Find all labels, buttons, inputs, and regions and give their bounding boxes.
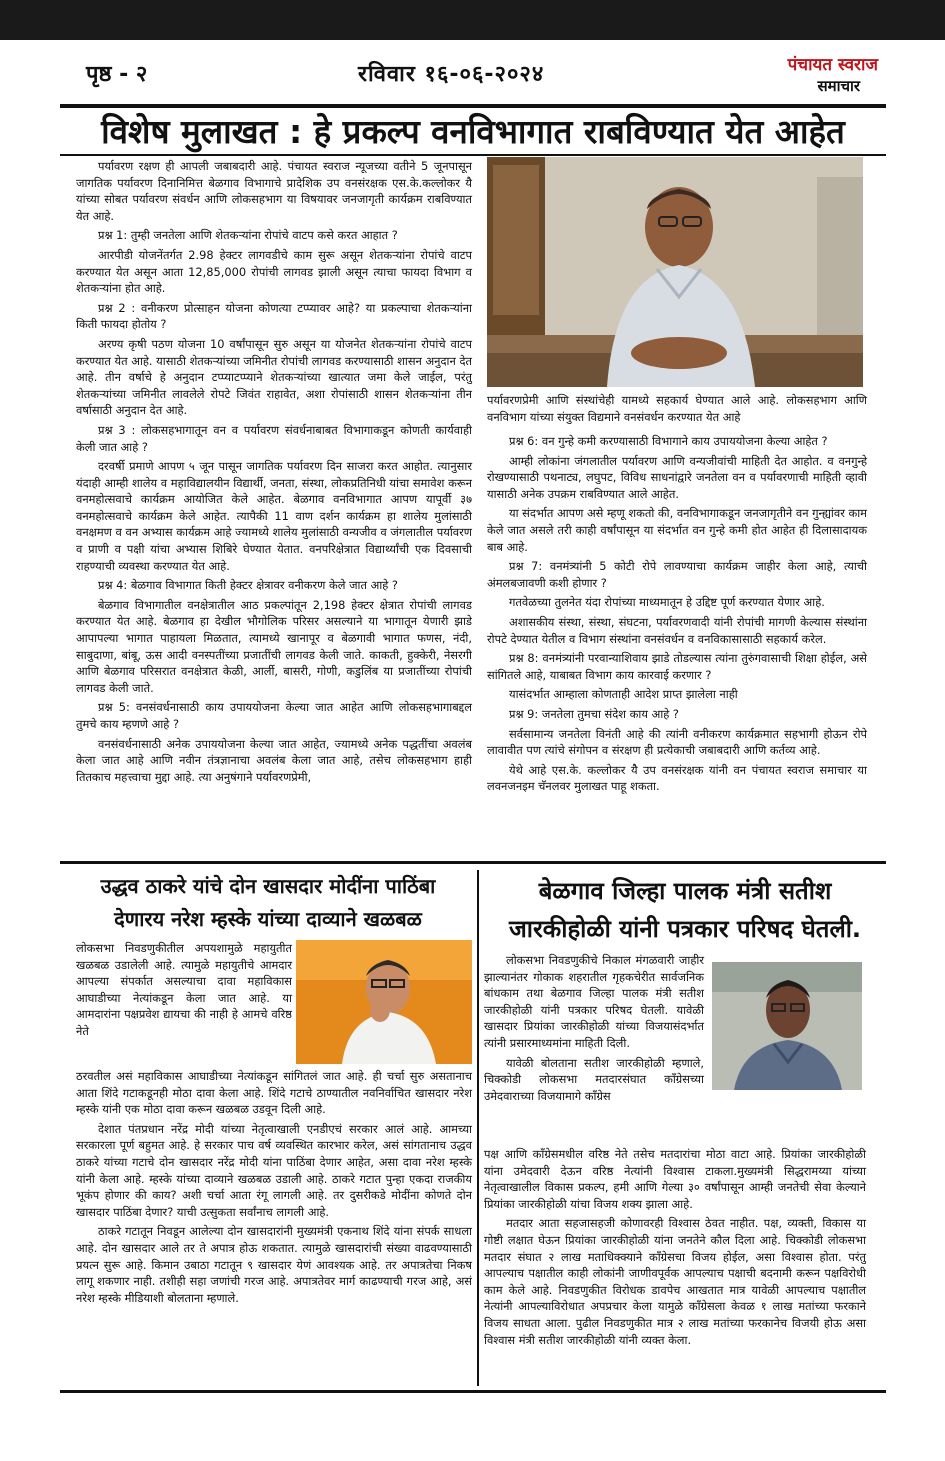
headline-rule xyxy=(60,154,886,156)
paragraph: पक्ष आणि काँग्रेसमधील वरिष्ठ नेते तसेच मतदारांचा मोठा वाटा आहे. प्रियांका जारकीहोळी यांना उमेदवारी देऊन वरिष्ठ नेत्यांनी विश्वास टाकला.मुख्यमंत्री सिद्धरामय्या यांच्या नेतृत्वाखालील विकास प्रकल्प, हमी आणि गेल्या ३० वर्षांपासून आम्ही जनतेची सेवा केल्याने प्रियांका जारकीहोळी यांचा विजय शक्य झाला आहे. xyxy=(484,1147,866,1211)
paragraph: यासंदर्भात आम्हाला कोणताही आदेश प्राप्त झालेला नाही xyxy=(509,687,738,702)
paragraph: बेळगाव विभागातील वनक्षेत्रातील आठ प्रकल्पांतून 2,198 हेक्टर क्षेत्रात रोपांची लागवड करण्यात येत आहे. बेळगाव हा देखील भौगोलिक परिसर असल्याने या भागातून येणारी झाडे आपापल्या भागात पाहायला मिळतात, त्यामध्ये खानापूर व बेळगावी भागात फणस, नंदी, साबुदाणा, बांबू, ऊस आदी वनस्पतींच्या प्रजातींची लागवड केली जाते. काकती, हुक्केरी, नेसरगी आणि बेळगाव परिसरात वनक्षेत्रात केळी, आर्ली, बासरी, गोणी, कडुलिंब या प्रजातींच्या रोपांची लागवड केली जाते. xyxy=(76,597,472,695)
belgaum-body xyxy=(484,1146,866,1386)
question: प्रश्न 5: वनसंवर्धनासाठी काय उपाययोजना केल्या जात आहेत आणि लोकसहभागाबद्दल तुमचे काय म्हणणे आहे ? xyxy=(76,700,472,731)
interview-headline: विशेष मुलाखत : हे प्रकल्प वनविभागात राबविण्यात येत आहेत xyxy=(101,112,845,151)
interview-left-column xyxy=(76,158,472,860)
paragraph: पर्यावरण रक्षण ही आपली जबाबदारी आहे. पंचायत स्वराज न्यूजच्या वतीने 5 जूनपासून जागतिक पर्यावरण दिनानिमित्त बेळगाव विभागाचे प्रादेशिक उप वनसंरक्षक एस.के.कल्लोकर यैे यांच्या सोबत पर्यावरण संवर्धन आणि लोकसहभाग या विषयावर जनजागृती कार्यक्रम राबविण्यात येत आहे. xyxy=(76,159,472,223)
paragraph: ठरवतील असं महाविकास आघाडीच्या नेत्यांकडून सांगितलं जात आहे. ही चर्चा सुरु असतानाच आता शिंदे गटाकडूनही मोठा दावा केला आहे. शिंदे गटाचे ठाण्यातील नवनिर्वाचित खासदार नरेश म्हस्के यांनी एक मोठा दावा करून खळबळ उडवून दिली आहे. xyxy=(76,1069,472,1117)
photo-caption: पर्यावरणप्रेमी आणि संस्थांचेही यामध्ये सहकार्य घेण्यात आले आहे. लोकसहभाग आणि वनविभाग यांच्या संयुक्त विद्यमाने वनसंवर्धन करण्यात येत आहे xyxy=(487,393,867,424)
belgaum-photo xyxy=(712,962,862,1090)
question: प्रश्न 6: वन गुन्हे कमी करण्यासाठी विभागाने काय उपाययोजना केल्या आहेत ? xyxy=(509,434,828,448)
section-divider xyxy=(60,861,886,864)
question: प्रश्न 1: तुम्ही जनतेला आणि शेतकऱ्यांना रोपांचे वाटप कसे करत आहात ? xyxy=(98,228,398,243)
page-bottom-rule xyxy=(60,1390,886,1393)
question: प्रश्न 8: वनमंत्र्यांनी परवान्याशिवाय झाडे तोडल्यास त्यांना तुरुंगवासाची शिक्षा होईल, असे सांगितले आहे, याबाबत विभाग काय कारवाई करणार ? xyxy=(487,651,867,682)
interview-right-column xyxy=(487,433,867,853)
issue-date: रविवार १६-०६-२०२४ xyxy=(358,62,545,87)
column-divider xyxy=(477,870,479,1386)
paragraph: आम्ही लोकांना जंगलातील पर्यावरण आणि वन्यजीवांची माहिती देत आहोत. व वनगुन्हे रोखण्यासाठी पथनाट्य, लघुपट, विविध साधनांद्वारे जनतेला वन व पर्यावरणाची माहिती व्हावी यासाठी अनेक उपक्रम राबविण्यात आले आहेत. xyxy=(487,453,867,501)
paragraph: येथे आहे एस.के. कल्लोकर यैे उप वनसंरक्षक यांनी वन पंचायत स्वराज समाचार या लवनजनइम चॅनलवर मुलाखत पाहू शकता. xyxy=(487,762,867,794)
paragraph: अशासकीय संस्था, संस्था, संघटना, पर्यावरणवादी यांनी रोपांची मागणी केल्यास संस्थांना रोपटे देण्यात येतील व विभाग संस्थांना वनसंवर्धन व वनविकासासाठी सहकार्य करेल. xyxy=(487,614,867,646)
paragraph: दरवर्षी प्रमाणे आपण ५ जून पासून जागतिक पर्यावरण दिन साजरा करत आहोत. त्यानुसार यंदाही आम्ही शालेय व महाविद्यालयीन विद्यार्थी, जनता, संस्था, लोकप्रतिनिधी यांचा समावेश करून वनमहोत्सवाचे कार्यक्रम आयोजित केले आहेत. बेळगाव वनविभागात आपण यापूर्वी ३७ वनमहोत्सवाचे कार्यक्रम केले आहेत. त्यापैकी 11 वाण दर्शन कार्यक्रम हा शालेय मुलांसाठी वनक्षमण व वन अभ्यास कार्यक्रम आहे ज्यामध्ये शालेय मुलांसाठी वन्यजीव व जंगलातील पर्यावरण व प्राणी व पक्षी यांचा अभ्यास शिबिरे घेण्यात येतात. वनपरिक्षेत्रात विद्यार्थ्यांची एक दिवसाची राहण्याची व्यवस्था करण्यात येत आहे. xyxy=(76,459,472,573)
question: प्रश्न 3 : लोकसहभागातून वन व पर्यावरण संवर्धनाबाबत विभागाकडून कोणती कार्यवाही केली जात आहे ? xyxy=(76,422,472,454)
paragraph: लोकसभा निवडणुकीचे निकाल मंगळवारी जाहीर झाल्यानंतर गोकाक शहरातील गृहकचेरीत सार्वजनिक बांधकाम तथा बेळगाव जिल्हा पालक मंत्री सतीश जारकीहोळी यांनी पत्रकार परिषद घेतली. यावेळी खासदार प्रियांका जारकीहोळी यांच्या विजयासंदर्भात त्यांनी प्रसारमाध्यमांना माहिती दिली. xyxy=(484,953,704,1050)
interview-photo xyxy=(487,157,863,387)
thackeray-headline xyxy=(62,870,474,936)
headline-line: उद्धव ठाकरे यांचे दोन खासदार मोदींना पाठिंबा xyxy=(100,874,436,898)
paragraph: देशात पंतप्रधान नरेंद्र मोदी यांच्या नेतृत्वाखाली एनडीएचं सरकार आलं आहे. आमच्या सरकारला पूर्ण बहुमत आहे. हे सरकार पाच वर्ष व्यवस्थित कारभार करेल, असं सांगतानाच उद्धव ठाकरे यांच्या गटाचे दोन खासदार नरेंद्र मोदी यांना पाठिंबा देणार आहेत, असा दावा नरेश म्हस्के यांनी केला आहे. म्हस्के यांच्या दाव्याने खळबळ उडाली आहे. ठाकरे गटात पुन्हा एकदा राजकीय भूकंप होणार की काय? अशी चर्चा आता रंगू लागली आहे. तर दुसरीकडे मोदींना कोणते दोन खासदार पाठिंबा देणार? याची उत्सुकता सर्वांनाच लागली आहे. xyxy=(76,1121,472,1219)
top-black-bar xyxy=(0,0,945,40)
paragraph: सर्वसामान्य जनतेला विनंती आहे की त्यांनी वनीकरण कार्यक्रमात सहभागी होऊन रोपे लावावीत पण त्यांचे संगोपन व संरक्षण ही प्रत्येकाची जबाबदारी आणि कर्तव्य आहे. xyxy=(487,726,867,758)
paragraph: यावेळी बोलताना सतीश जारकीहोळी म्हणाले, चिक्कोडी लोकसभा मतदारसंघात काँग्रेसच्या उमेदवाराच्या विजयामागे काँग्रेस xyxy=(484,1055,704,1103)
belgaum-intro xyxy=(484,952,704,1142)
thackeray-body xyxy=(76,1068,472,1386)
paragraph: गतवेळच्या तुलनेत यंदा रोपांच्या माध्यमातून हे उद्दिष्ट पूर्ण करण्यात येणार आहे. xyxy=(509,595,825,610)
thackeray-photo xyxy=(296,940,472,1064)
headline-line: देणारय नरेश म्हस्के यांच्या दाव्याने खळबळ xyxy=(114,907,422,931)
masthead-logo-line1: पंचायत स्वराज xyxy=(787,55,878,75)
paragraph: या संदर्भात आपण असे म्हणू शकतो की, वनविभागाकडून जनजागृतीने वन गुन्ह्यांवर काम केले जात असले तरी काही वर्षांपासून या संदर्भात वन गुन्हे कमी होत आहेत ही दिलासादायक बाब आहे. xyxy=(487,506,867,554)
paragraph: लोकसभा निवडणुकीतील अपयशामुळे महायुतीत खळबळ उडालेली आहे. त्यामुळे महायुतीचे आमदार आपल्या संपर्कात असल्याचा दावा महाविकास आघाडीच्या नेत्यांकडून केला जात आहे. या आमदारांना पक्षप्रवेश द्यायचा की नाही हे आमचे वरिष्ठ नेते xyxy=(76,941,292,1038)
paragraph: ठाकरे गटातून निवडून आलेल्या दोन खासदारांनी मुख्यमंत्री एकनाथ शिंदे यांना संपर्क साधला आहे. दोन खासदार आले तर ते अपात्र होऊ शकतात. त्यामुळे खासदारांची संख्या वाढवण्यासाठी प्रयत्न सुरू आहे. किमान उबाठा गटातून ९ खासदार येणं आवश्यक आहे. तर अपात्रतेचा निकष लागू शकणार नाही. तशीही सहा जणांची गरज आहे. अपात्रतेवर मार्ग काढण्याची गरज आहे, असं नरेश म्हस्के मीडियाशी बोलताना म्हणाले. xyxy=(76,1224,472,1305)
headline-line: जारकीहोळी यांनी पत्रकार परिषद घेतली. xyxy=(508,915,862,943)
paragraph: आरपीडी योजनेंतर्गत 2.98 हेक्टर लागवडीचे काम सुरू असून शेतकऱ्यांना रोपांचे वाटप करण्यात येत असून आता 12,85,000 रोपांची लागवड झाली असून त्याचा फायदा विभाग व शेतकऱ्यांना होत आहे. xyxy=(76,247,472,296)
headline-line: बेळगाव जिल्हा पालक मंत्री सतीश xyxy=(538,877,832,905)
page-header xyxy=(60,46,886,108)
question: प्रश्न 4: बेळगाव विभागात किती हेक्टर क्षेत्रावर वनीकरण केले जात आहे ? xyxy=(98,578,398,593)
page-number: पृष्ठ - २ xyxy=(86,62,148,87)
paragraph: मतदार आता सहजासहजी कोणावरही विश्वास ठेवत नाहीत. पक्ष, व्यक्ती, विकास या गोष्टी लक्षात घेऊन प्रियांका जारकीहोळी यांना जनतेने कौल दिला आहे. चिक्कोडी लोकसभा मतदार संघात २ लाख मताधिक्क्याने काँग्रेसचा विजय होईल, असा विश्वास होता. परंतु आपल्याच पक्षातील काही लोकांनी जाणीवपूर्वक आपल्याच पक्षाची बदनामी करून पक्षविरोधी काम केले आहे. निवडणुकीत विरोधक डावपेच आखतात मात्र यावेळी आपल्याच पक्षातील नेत्यांनी आपल्याविरोधात अपप्रचार केला यामुळे काँग्रेसला केवळ १ लाख मतांच्या फरकाने विजय साधता आला. पुढील निवडणुकीत मात्र २ लाख मतांच्या फरकानेच विजयी होऊ असा विश्वास मंत्री सतीश जारकीहोळी यांनी व्यक्त केला. xyxy=(484,1216,866,1347)
question: प्रश्न 2 : वनीकरण प्रोत्साहन योजना कोणत्या टप्प्यावर आहे? या प्रकल्पाचा शेतकऱ्यांना किती फायदा होतोय ? xyxy=(76,300,472,332)
belgaum-headline xyxy=(484,872,886,948)
question: प्रश्न 9: जनतेला तुमचा संदेश काय आहे ? xyxy=(509,706,679,721)
thackeray-intro xyxy=(76,940,292,1066)
question: प्रश्न 7: वनमंत्र्यांनी 5 कोटी रोपे लावण्याचा कार्यक्रम जाहीर केला आहे, त्याची अंमलबजावणी कशी होणार ? xyxy=(487,559,867,590)
masthead-logo-line2: समाचार xyxy=(817,77,860,95)
paragraph: वनसंवर्धनासाठी अनेक उपाययोजना केल्या जात आहेत, ज्यामध्ये अनेक पद्धतींचा अवलंब केला जात आहे आणि नवीन तंत्रज्ञानाचा अवलंब केला जात आहे, तसेच लोकसहभाग हाही तितकाच महत्त्वाचा मुद्दा आहे. त्या अनुषंगाने पर्यावरणप्रेमी, xyxy=(76,736,472,784)
paragraph: अरण्य कृषी पठण योजना 10 वर्षांपासून सुरु असून या योजनेत शेतकऱ्यांना रोपांचे वाटप करण्यात येत आहे. यासाठी शेतकऱ्यांच्या जमिनीत रोपांची लागवड करण्यासाठी शासन अनुदान देत आहे. तीन वर्षाचे हे अनुदान टप्प्याटप्प्याने शेतकऱ्यांच्या खात्यात जमा केले जाईल, परंतु शेतकऱ्यांच्या जमिनीत लावलेले रोपटे जिवंत राहावेत, अशा रोपांसाठी शासन शेतकऱ्यांना तीन वर्षासाठी अनुदान देत आहे. xyxy=(76,336,472,418)
